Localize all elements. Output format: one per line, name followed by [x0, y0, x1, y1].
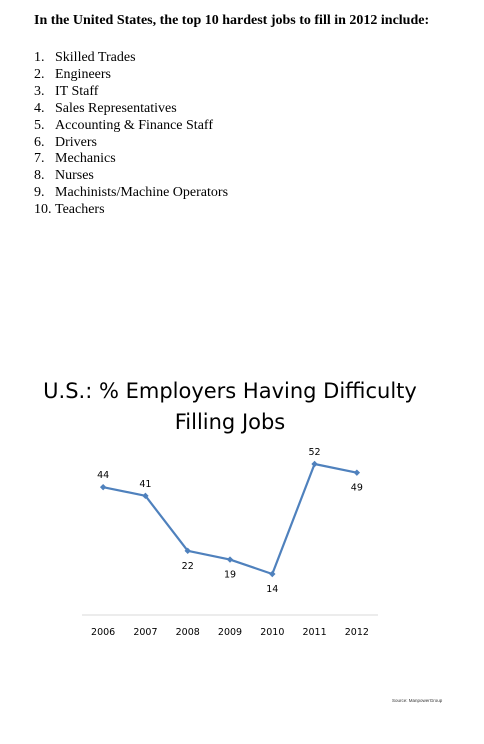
job-number: 2. [34, 66, 45, 82]
job-number: 6. [34, 134, 45, 150]
data-label: 22 [181, 560, 194, 572]
job-label: Skilled Trades [55, 50, 136, 65]
job-label: Sales Representatives [55, 100, 177, 116]
chart-title-line: U.S.: % Employers Having Difficulty [43, 379, 417, 403]
data-point [227, 556, 233, 562]
source-note: Source: ManpowerGroup [392, 698, 443, 703]
data-point [100, 484, 106, 490]
job-label: Drivers [55, 134, 97, 150]
job-number: 10. [34, 202, 52, 218]
data-label: 49 [350, 482, 363, 494]
x-tick-label: 2010 [260, 627, 285, 638]
job-number: 3. [34, 83, 45, 99]
job-number: 9. [34, 185, 45, 201]
data-point [269, 571, 275, 577]
data-label: 44 [97, 470, 110, 482]
x-tick-label: 2012 [344, 627, 369, 638]
x-tick-label: 2009 [217, 627, 243, 638]
job-label: Machinists/Machine Operators [55, 185, 229, 201]
chart-title-line: Filling Jobs [174, 410, 286, 434]
job-label: Nurses [55, 168, 94, 184]
data-label: 52 [308, 447, 321, 458]
job-label: Accounting & Finance Staff [55, 117, 213, 133]
x-tick-label: 2011 [302, 627, 327, 638]
job-number: 5. [34, 117, 45, 133]
x-tick-label: 2007 [133, 627, 158, 638]
data-point [311, 461, 317, 467]
data-label: 41 [139, 478, 152, 490]
page-heading: In the United States, the top 10 hardest jobs to fill in 2012 include: [34, 13, 430, 28]
job-label: Teachers [55, 202, 105, 218]
job-number: 7. [34, 151, 45, 167]
data-label: 14 [266, 584, 279, 595]
job-label: IT Staff [55, 83, 99, 99]
job-label: Mechanics [55, 151, 116, 167]
x-tick-label: 2006 [91, 627, 116, 638]
job-number: 1. [34, 50, 45, 65]
data-point [354, 469, 360, 475]
job-number: 8. [34, 168, 45, 184]
job-label: Engineers [55, 66, 111, 82]
job-number: 4. [34, 100, 45, 116]
x-tick-label: 2008 [175, 627, 200, 638]
data-label: 19 [223, 569, 237, 581]
